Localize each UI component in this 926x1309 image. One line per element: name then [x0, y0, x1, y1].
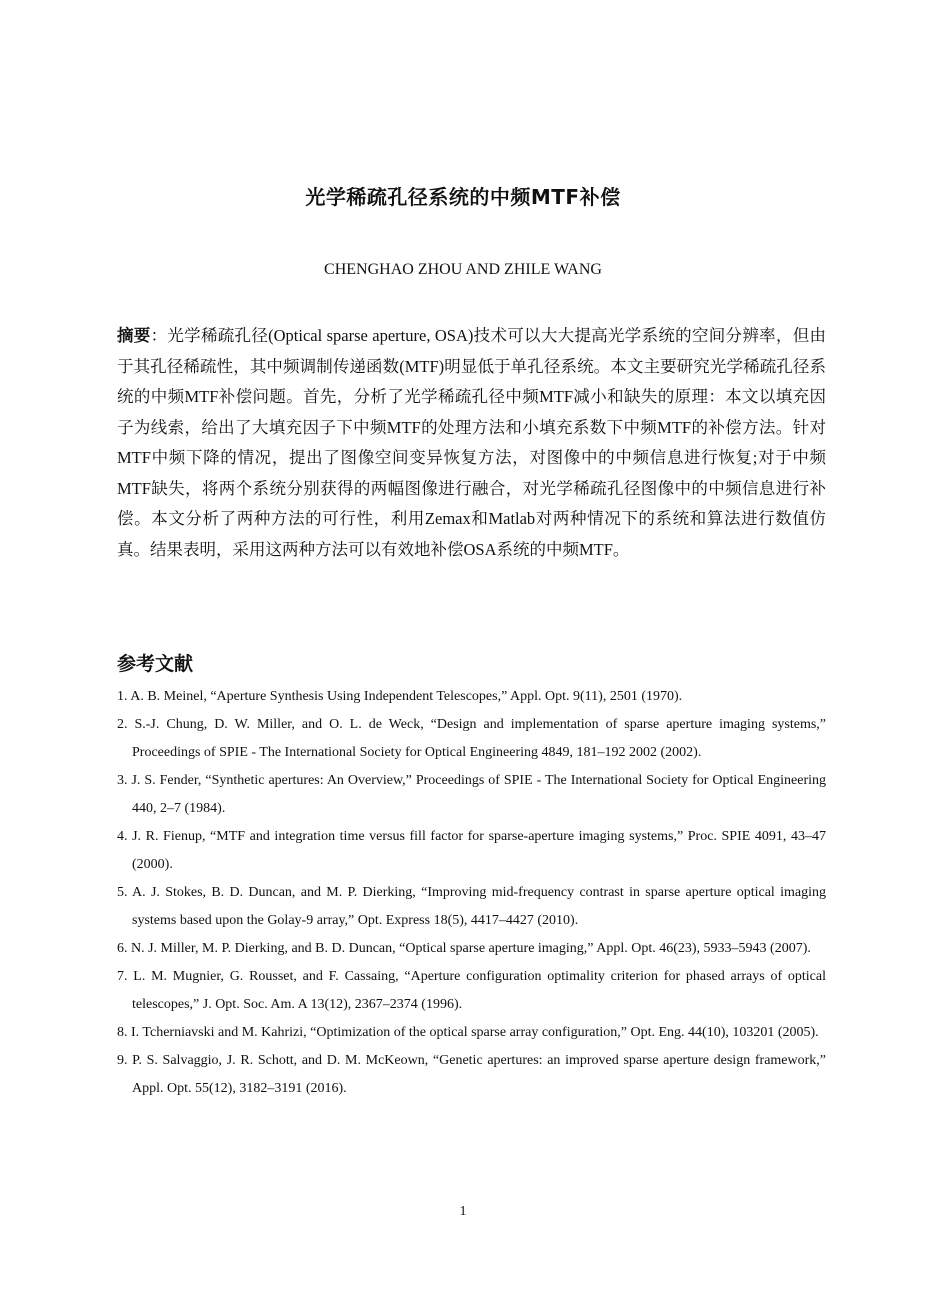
reference-item-6: 6. N. J. Miller, M. P. Dierking, and B. D. Duncan, “Optical sparse aperture imaging,” Appl. Opt. 46(23), 5933–5943 (2007).	[117, 941, 811, 956]
paper-title: 光学稀疏孔径系统的中频MTF补偿	[305, 185, 621, 209]
abstract-label: 摘要	[117, 326, 151, 345]
abstract-separator: ：	[150, 326, 168, 345]
abstract-text: 光学稀疏孔径(Optical sparse aperture, OSA)技术可以大大提高光学系统的空间分辨率，但由于其孔径稀疏性，其中频调制传递函数(MTF)明显低于单孔径系统。本文主要研究光学稀疏孔径系统的中频MTF补偿问题。首先，分析了光学稀疏孔径中频MTF减小和缺失的原理：本文以填充因子为线索，给出了大填充因子下中频MTF的处理方法和小填充系数下中频MTF的补偿方法。针对MTF中频下降的情况，提出了图像空间变异恢复方法，对图像中的中频信息进行恢复;对于中频MTF缺失，将两个系统分别获得的两幅图像进行融合，对光学稀疏孔径图像中的中频信息进行补偿。本文分析了两种方法的可行性，利用Zemax和Matlab对两种情况下的系统和算法进行数值仿真。结果表明，采用这两种方法可以有效地补偿OSA系统的中频MTF。	[117, 326, 827, 559]
abstract-paragraph	[117, 321, 826, 565]
reference-list	[117, 683, 826, 1103]
references-heading: 参考文献	[117, 653, 194, 675]
reference-item-3: 3. J. S. Fender, “Synthetic apertures: An Overview,” Proceedings of SPIE - The International Society for Optical Engineering 440, 2–7 (1984).	[117, 773, 826, 816]
reference-item-4: 4. J. R. Fienup, “MTF and integration time versus fill factor for sparse-aperture imaging systems,” Proc. SPIE 4091, 43–47 (2000).	[117, 829, 826, 872]
reference-item-7: 7. L. M. Mugnier, G. Rousset, and F. Cassaing, “Aperture configuration optimality criterion for phased arrays of optical telescopes,” J. Opt. Soc. Am. A 13(12), 2367–2374 (1996).	[117, 969, 826, 1012]
reference-item-2: 2. S.-J. Chung, D. W. Miller, and O. L. de Weck, “Design and implementation of sparse aperture imaging systems,” Proceedings of SPIE - The International Society for Optical Engineering 4849, 181–192 2002 (2002).	[117, 717, 826, 760]
reference-item-9: 9. P. S. Salvaggio, J. R. Schott, and D. M. McKeown, “Genetic apertures: an improved sparse aperture design framework,” Appl. Opt. 55(12), 3182–3191 (2016).	[117, 1053, 826, 1096]
reference-item-5: 5. A. J. Stokes, B. D. Duncan, and M. P. Dierking, “Improving mid-frequency contrast in sparse aperture optical imaging systems based upon the Golay-9 array,” Opt. Express 18(5), 4417–4427 (2010).	[117, 885, 826, 928]
author-line: CHENGHAO ZHOU AND ZHILE WANG	[324, 261, 602, 278]
page-number: 1	[459, 1204, 467, 1219]
reference-item-8: 8. I. Tcherniavski and M. Kahrizi, “Optimization of the optical sparse array configuration,” Opt. Eng. 44(10), 103201 (2005).	[117, 1025, 819, 1040]
reference-item-1: 1. A. B. Meinel, “Aperture Synthesis Using Independent Telescopes,” Appl. Opt. 9(11), 2501 (1970).	[117, 689, 683, 704]
